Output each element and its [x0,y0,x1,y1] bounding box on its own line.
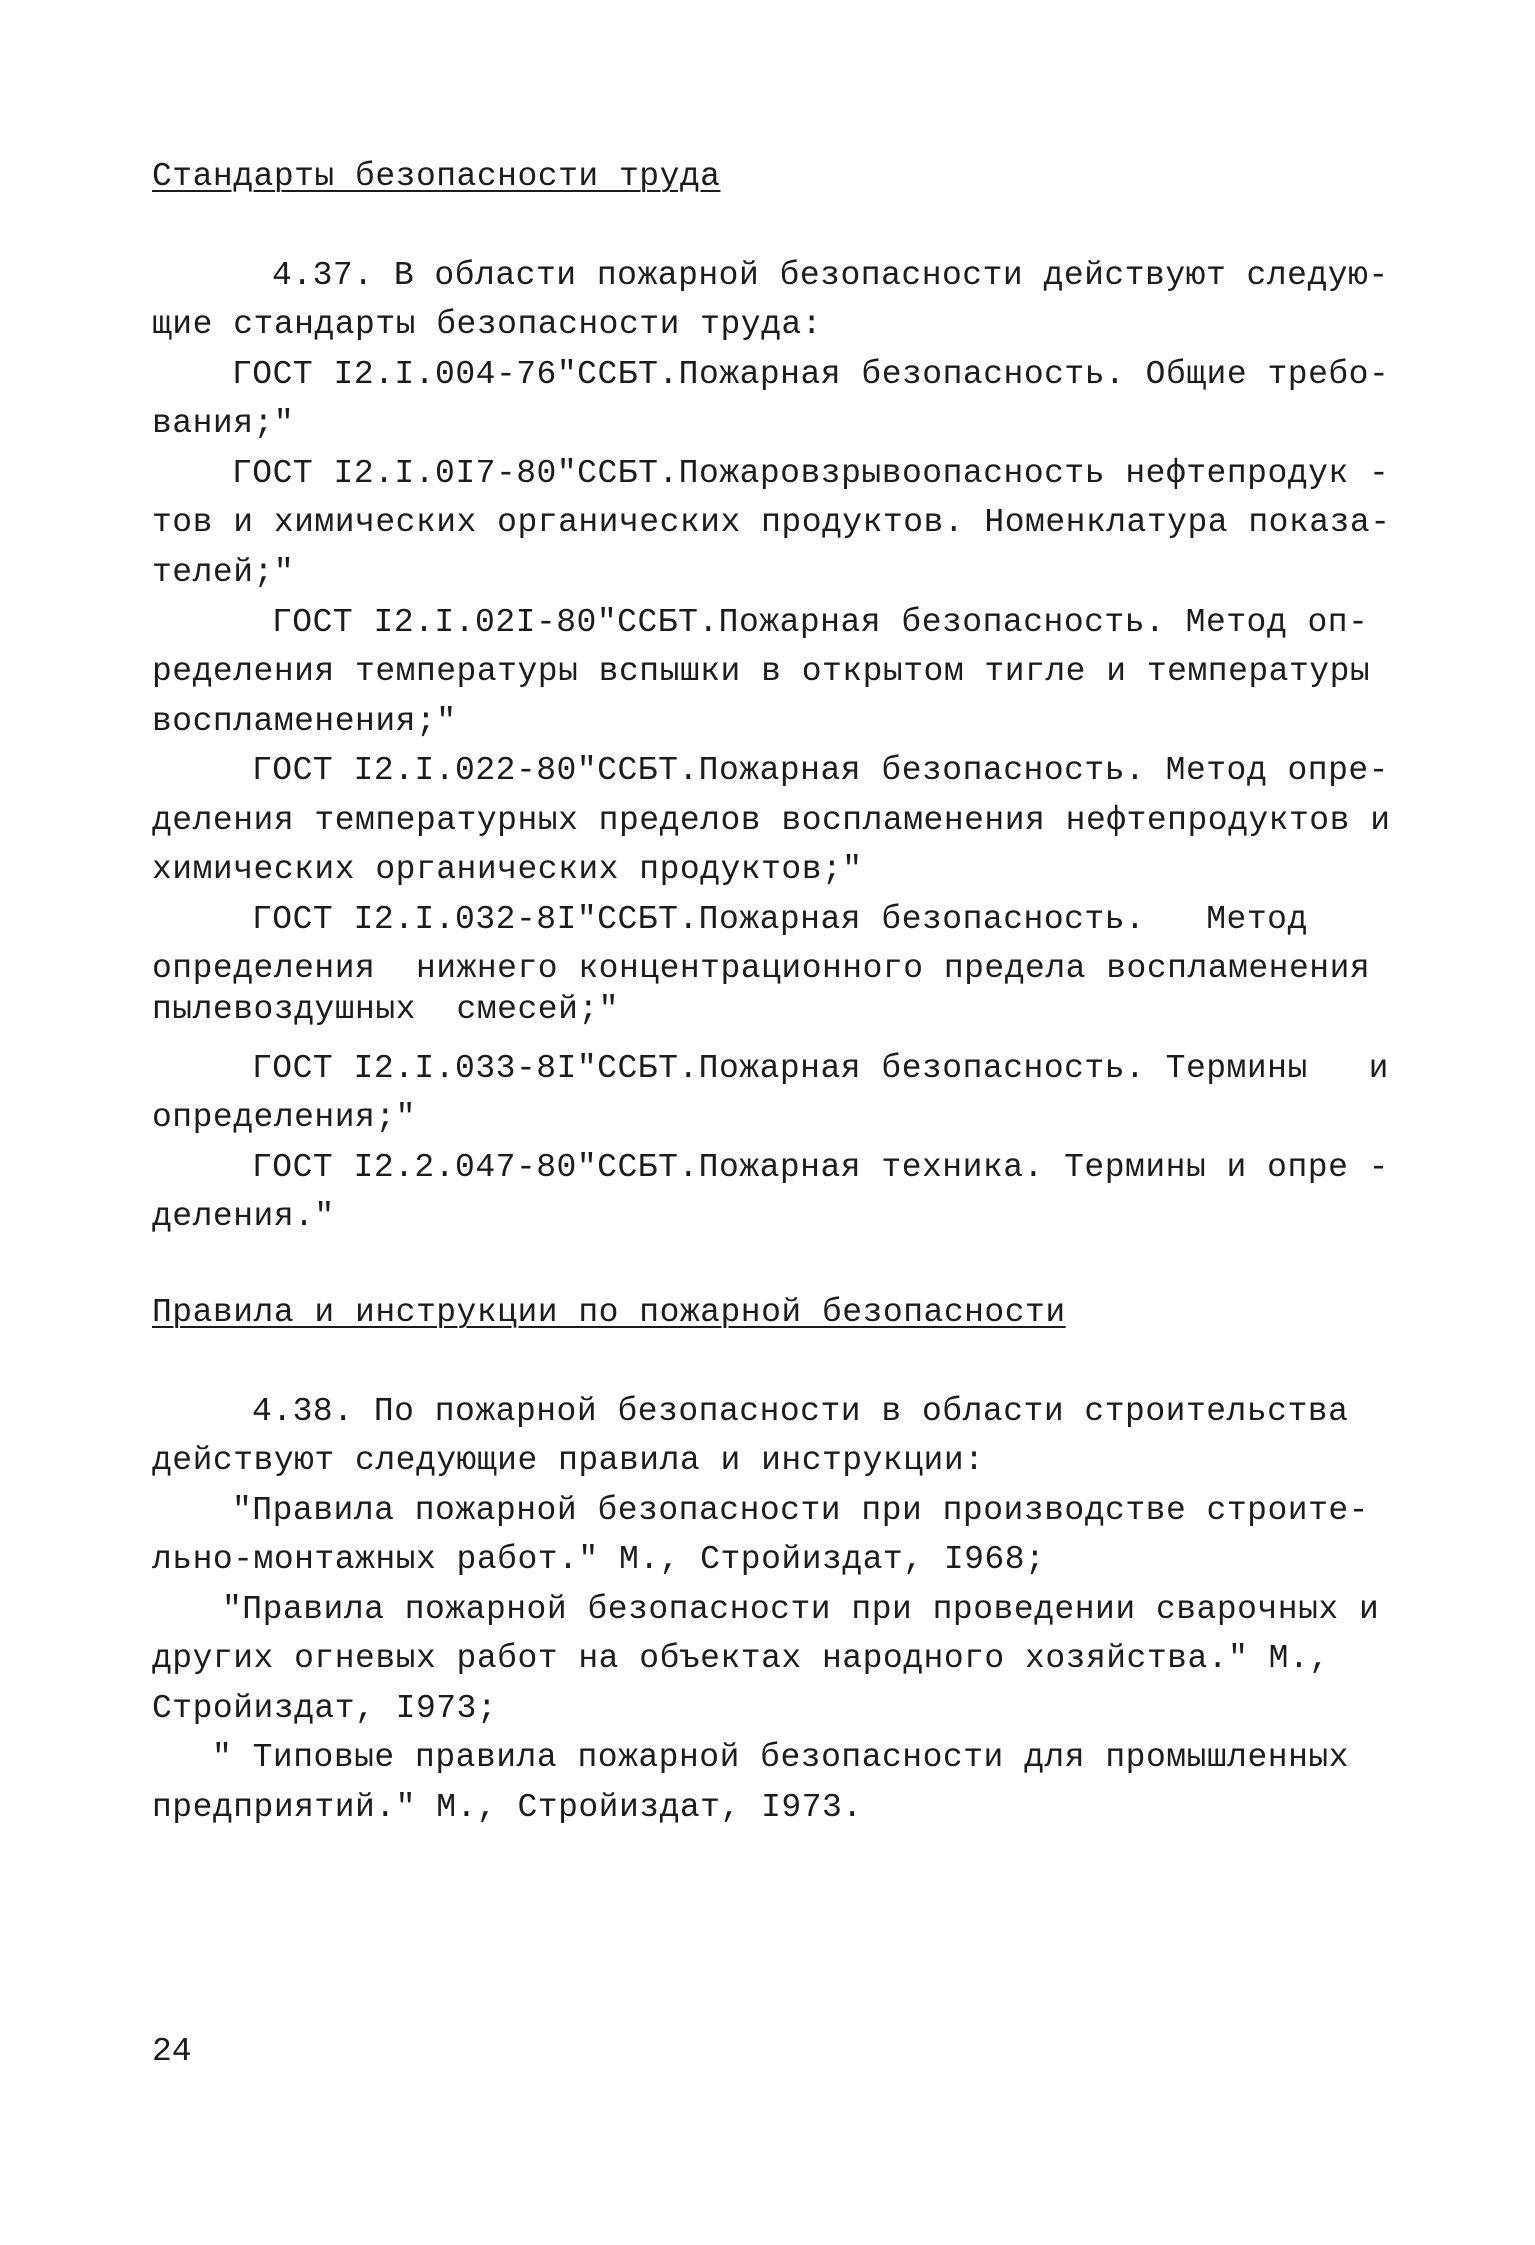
gost-line: ГОСТ I2.I.033-8I"ССБТ.Пожарная безопасность. Термины и [252,1050,1389,1087]
paragraph-line: 4.37. В области пожарной безопасности действуют следую- [272,257,1389,294]
rule-line: предприятий." М., Стройиздат, I973. [152,1789,863,1826]
rule-line: льно-монтажных работ." М., Стройиздат, I968; [152,1541,1046,1578]
gost-line: телей;" [152,554,295,591]
paragraph-line: 4.38. По пожарной безопасности в области строительства [252,1393,1349,1430]
gost-line: деления температурных пределов воспламенения нефтепродуктов и [152,802,1391,839]
gost-line: ГОСТ I2.I.0I7-80"ССБТ.Пожаровзрывоопасность нефтепродук - [232,455,1390,492]
rule-line: " Типовые правила пожарной безопасности для промышленных [212,1739,1349,1776]
gost-line: ределения температуры вспышки в открытом тигле и температуры [152,653,1371,690]
gost-line: ГОСТ I2.I.032-8I"ССБТ.Пожарная безопасность. Метод [252,901,1308,938]
gost-line: вания;" [152,405,295,442]
rule-line: "Правила пожарной безопасности при проведении сварочных и [222,1591,1380,1628]
gost-line: пылевоздушных смесей;" [152,991,619,1028]
section-heading-fire-rules: Правила и инструкции по пожарной безопасности [152,1294,1066,1331]
gost-line: определения нижнего концентрационного предела воспламенения [152,950,1371,987]
gost-line: деления." [152,1198,335,1235]
gost-line: воспламенения;" [152,703,457,740]
paragraph-line: щие стандарты безопасности труда: [152,306,823,343]
page-number: 24 [152,2033,192,2070]
gost-line: ГОСТ I2.I.02I-80"ССБТ.Пожарная безопасность. Метод оп- [272,604,1369,641]
gost-line: ГОСТ I2.I.004-76"ССБТ.Пожарная безопасность. Общие требо- [232,356,1390,393]
paragraph-line: действуют следующие правила и инструкции: [152,1442,985,1479]
rule-line: Стройиздат, I973; [152,1690,498,1727]
gost-line: ГОСТ I2.2.047-80"ССБТ.Пожарная техника. Термины и опре - [252,1149,1389,1186]
gost-line: химических органических продуктов;" [152,851,863,888]
gost-line: тов и химических органических продуктов. Номенклатура показа- [152,504,1391,541]
rule-line: других огневых работ на объектах народного хозяйства." М., [152,1640,1330,1677]
gost-line: ГОСТ I2.I.022-80"ССБТ.Пожарная безопасность. Метод опре- [252,752,1389,789]
rule-line: "Правила пожарной безопасности при производстве строите- [232,1492,1369,1529]
section-heading-safety-standards: Стандарты безопасности труда [152,158,721,195]
gost-line: определения;" [152,1099,416,1136]
